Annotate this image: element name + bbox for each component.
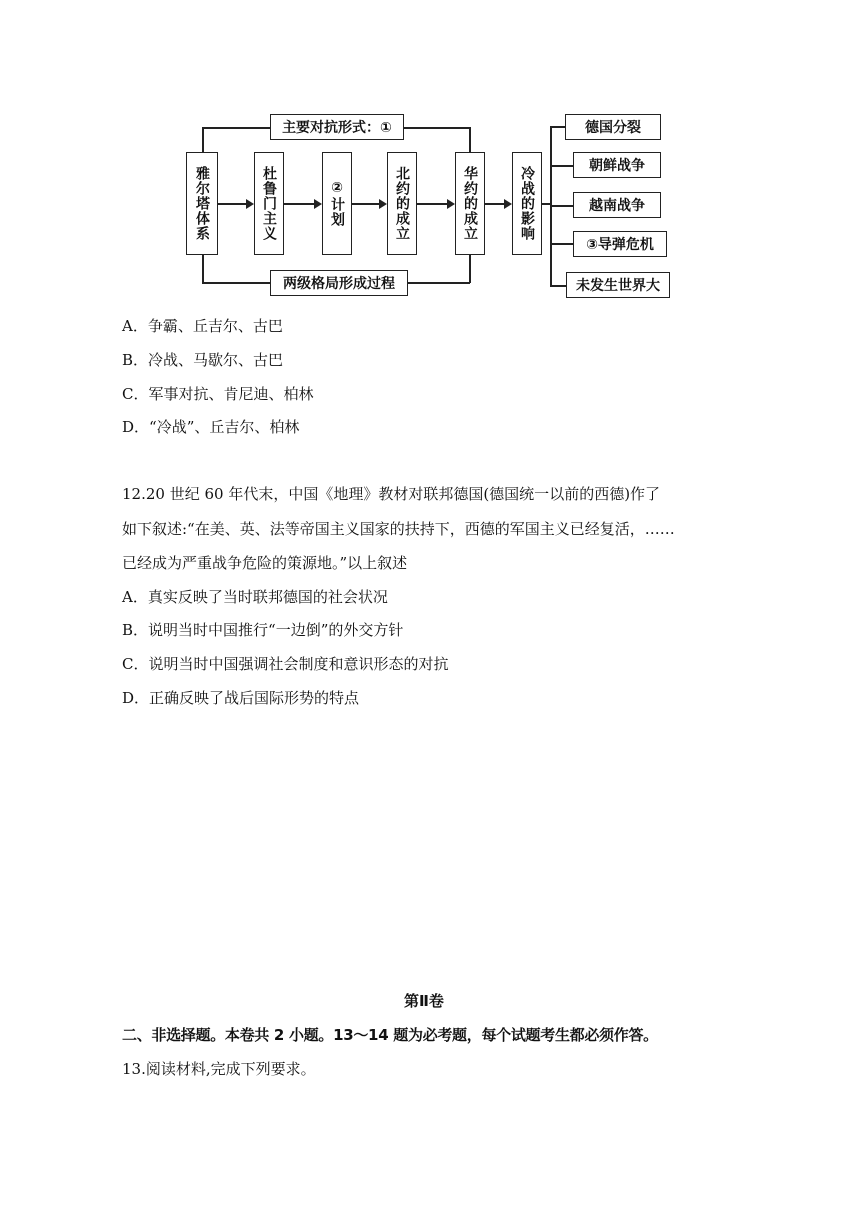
q12-option-d: D．正确反映了战后国际形势的特点	[122, 689, 360, 707]
effect-missile-crisis: ③导弹危机	[573, 231, 667, 257]
arrow-head-4	[447, 199, 455, 209]
effect-no-world-war: 未发生世界大	[566, 272, 670, 298]
box-yalta-system: 雅尔塔体系	[186, 152, 218, 255]
q11-option-a: A．争霸、丘吉尔、古巴	[122, 317, 283, 335]
q12-option-a: A．真实反映了当时联邦德国的社会状况	[122, 588, 388, 606]
q12-stem-line-1: 12.20 世纪 60 年代末，中国《地理》教材对联邦德国(德国统一以前的西德)作了	[122, 485, 661, 503]
bracket-tick-1	[550, 126, 565, 128]
box-cold-war-effects: 冷战的影响	[512, 152, 542, 255]
q12-option-b: B．说明当时中国推行“一边倒”的外交方针	[122, 621, 404, 639]
box-truman-doctrine: 杜鲁门主义	[254, 152, 284, 255]
arrow-line-5	[485, 203, 504, 205]
arrow-line-2	[284, 203, 314, 205]
arrow-line-4	[417, 203, 447, 205]
q12-stem-line-3: 已经成为严重战争危险的策源地。”以上叙述	[122, 554, 408, 572]
box-warsaw-pact: 华约的成立	[455, 152, 485, 255]
box-nato: 北约的成立	[387, 152, 417, 255]
cold-war-diagram	[0, 0, 860, 310]
bottom-label-box: 两级格局形成过程	[270, 270, 408, 296]
bracket-tick-2	[550, 165, 573, 167]
top-connector-right	[469, 127, 471, 152]
arrow-line-3	[352, 203, 379, 205]
arrow-head-2	[314, 199, 322, 209]
bracket-tick-4	[550, 243, 573, 245]
bracket-tick-3	[550, 205, 573, 207]
q12-option-c: C．说明当时中国强调社会制度和意识形态的对抗	[122, 655, 449, 673]
q11-option-b: B．冷战、马歇尔、古巴	[122, 351, 284, 369]
section2-instruction: 二、非选择题。本卷共 2 小题。13～14 题为必考题，每个试题考生都必须作答。	[122, 1026, 658, 1044]
q12-stem-line-2: 如下叙述:“在美、英、法等帝国主义国家的扶持下，西德的军国主义已经复活，……	[122, 520, 675, 538]
top-label-box: 主要对抗形式：①	[270, 114, 404, 140]
effect-germany-division: 德国分裂	[565, 114, 661, 140]
top-connector-left	[202, 127, 204, 152]
box-plan: ②计划	[322, 152, 352, 255]
arrow-head-1	[246, 199, 254, 209]
effect-vietnam-war: 越南战争	[573, 192, 661, 218]
effect-korean-war: 朝鲜战争	[573, 152, 661, 178]
bottom-connector-left	[202, 255, 204, 283]
arrow-head-3	[379, 199, 387, 209]
arrow-line-1	[218, 203, 246, 205]
arrow-head-5	[504, 199, 512, 209]
q11-option-c: C．军事对抗、肯尼迪、柏林	[122, 385, 314, 403]
section2-heading: 第Ⅱ卷	[404, 992, 444, 1010]
q13-prompt: 13.阅读材料,完成下列要求。	[122, 1060, 316, 1078]
bracket-tick-5	[550, 285, 566, 287]
q11-option-d: D．“冷战”、丘吉尔、柏林	[122, 418, 300, 436]
bottom-connector-right	[469, 255, 471, 283]
